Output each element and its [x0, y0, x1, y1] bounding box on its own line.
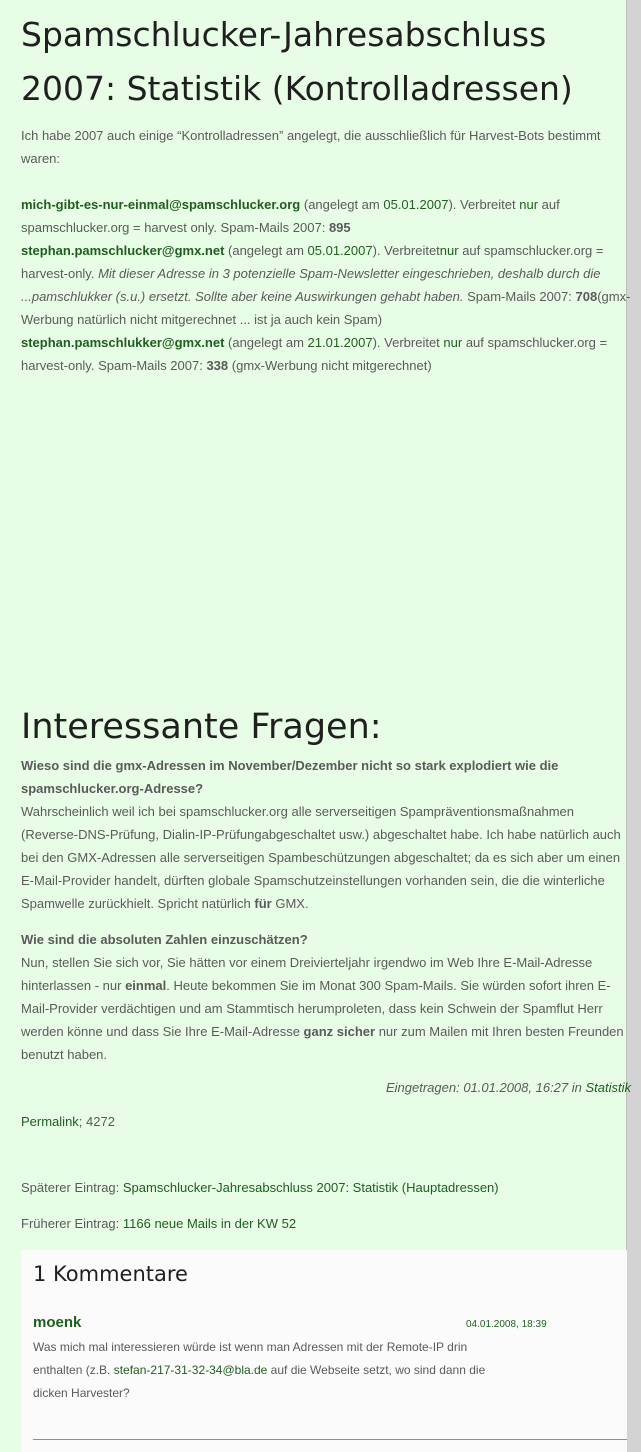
answer-1-line5 — [21, 892, 631, 915]
comment-line2-text: enthalten (z.B. — [33, 1363, 114, 1377]
entry-1-email-link[interactable]: mich-gibt-es-nur-einmal@spamschlucker.org — [21, 197, 301, 212]
post-title-line1: Spamschlucker-Jahresabschluss — [21, 15, 547, 54]
comment-line3: dicken Harvester? — [33, 1386, 130, 1400]
later-entry-link[interactable]: Spamschlucker-Jahresabschluss 2007: Statistik (Hauptadressen) — [122, 1180, 499, 1195]
answer-2-line2-tail: . Heute bekommen Sie im Monat 300 Spam-Mails. Sie würden sofort ihren E- — [166, 978, 611, 993]
comment-line1: Was mich mal interessieren würde ist wenn man Adressen mit der Remote-IP drin — [33, 1340, 468, 1354]
entry-1-text-c: auf — [538, 197, 560, 212]
entry-2-line1 — [21, 239, 627, 262]
entry-2-text-c: auf spamschlucker.org = — [458, 243, 604, 258]
entry-3-line2 — [21, 354, 627, 377]
earlier-entry-link[interactable]: 1166 neue Mails in der KW 52 — [122, 1216, 297, 1231]
entry-3-text-c: auf spamschlucker.org = — [462, 335, 608, 350]
entry-2-email-link[interactable]: stephan.pamschlucker@gmx.net — [21, 243, 225, 258]
intro-line2: waren: — [21, 151, 61, 166]
entry-2-text-b: ). Verbreitet — [372, 243, 440, 258]
answer-1-line5-text: Spamwelle zurückhielt. Spricht natürlich — [21, 896, 255, 911]
entry-1-count: 895 — [328, 220, 351, 235]
view-count: 4272 — [86, 1114, 115, 1129]
entry-3-date-link[interactable]: 21.01.2007 — [307, 335, 373, 350]
entry-3-line2-tail: (gmx-Werbung nicht mitgerechnet) — [228, 358, 432, 373]
answer-1-line3: bei den GMX-Adressen alle serverseitigen Spambeschützungen abgeschaltet; da es sich aber um einen — [21, 850, 621, 865]
question-2: Wie sind die absoluten Zahlen einzuschätzen? — [21, 932, 308, 947]
later-entry-row — [21, 1180, 499, 1195]
entry-3-line1 — [21, 331, 627, 354]
entry-1-text-b: ). Verbreitet — [448, 197, 520, 212]
entry-2-line4: Werbung natürlich nicht mitgerechnet ... ist ja auch kein Spam) — [21, 312, 383, 327]
intro-line1: Ich habe 2007 auch einige “Kontrolladressen” angelegt, die ausschließlich für Harvest-Bots bestimmt — [21, 128, 601, 143]
entry-2-line3-tail: (gmx- — [597, 289, 631, 304]
comment-line2-tail: auf die Webseite setzt, wo sind dann die — [267, 1363, 486, 1377]
entry-3-count: 338 — [206, 358, 229, 373]
post-content — [21, 0, 631, 1231]
entry-1-text: (angelegt am — [300, 197, 384, 212]
entry-1-line2 — [21, 216, 627, 239]
entry-2-line3-italic: ...pamschlukker (s.u.) ersetzt. Sollte aber keine Auswirkungen gehabt haben. — [21, 289, 464, 304]
question-1-line1: Wieso sind die gmx-Adressen im November/Dezember nicht so stark explodiert wie die — [21, 758, 559, 773]
intro-paragraph — [21, 124, 627, 170]
permalink-link[interactable]: Permalink — [21, 1114, 79, 1129]
entry-2-date-link[interactable]: 05.01.2007 — [307, 243, 373, 258]
control-address-list — [21, 193, 631, 377]
entry-1-line1 — [21, 193, 627, 216]
earlier-entry-label: Früherer Eintrag: — [21, 1216, 123, 1231]
earlier-entry-row — [21, 1216, 296, 1231]
answer-1-line5-tail: GMX. — [271, 896, 309, 911]
entry-2-line3 — [21, 285, 631, 308]
entry-1-nur-link[interactable]: nur — [519, 197, 539, 212]
answer-1-line1: Wahrscheinlich weil ich bei spamschlucker.org alle serverseitigen Spampräventionsmaßnahmen — [21, 804, 574, 819]
permalink-row — [21, 1114, 115, 1129]
entry-2-nur-link[interactable]: nur — [439, 243, 459, 258]
answer-2-line2-text: hinterlassen - nur — [21, 978, 126, 993]
entry-3-nur-link[interactable]: nur — [443, 335, 463, 350]
answer-2-bold-ganz-sicher: ganz sicher — [303, 1024, 376, 1039]
entry-2-line3-text: Spam-Mails 2007: — [463, 289, 576, 304]
entry-2-text: (angelegt am — [224, 243, 308, 258]
answer-2-line2 — [21, 974, 631, 997]
post-meta — [21, 1080, 631, 1095]
later-entry-label: Späterer Eintrag: — [21, 1180, 123, 1195]
answer-1-bold: für — [254, 896, 272, 911]
answer-2-line1: Nun, stellen Sie sich vor, Sie hätten vor einem Dreivierteljahr irgendwo im Web Ihre E-Mail-Adresse — [21, 955, 593, 970]
answer-2-line4-tail: nur zum Mailen mit Ihren besten Freunden — [375, 1024, 624, 1039]
comment-line2 — [33, 1359, 533, 1382]
answer-2-line3: Mail-Provider verdächtigen und am Stammtisch herumproleten, dass kein Schwein der Spamflut Herr — [21, 1001, 603, 1016]
post-title — [21, 8, 627, 116]
post-title-line2: 2007: Statistik (Kontrolladressen) — [21, 69, 573, 108]
entry-2-line2 — [21, 262, 627, 285]
fragen-heading: Interessante Fragen: — [21, 707, 382, 747]
permalink-separator: ; — [78, 1114, 87, 1129]
question-1-line2: spamschlucker.org-Adresse? — [21, 781, 204, 796]
comments-section — [21, 1250, 627, 1452]
comments-heading: 1 Kommentare — [33, 1262, 188, 1286]
entry-3-line2-text: harvest-only. Spam-Mails 2007: — [21, 358, 207, 373]
answer-2-bold-einmal: einmal — [125, 978, 167, 993]
entry-3-email-link[interactable]: stephan.pamschlukker@gmx.net — [21, 335, 225, 350]
comment-author-link[interactable]: moenk — [33, 1314, 82, 1331]
entry-2-count: 708 — [575, 289, 598, 304]
category-link[interactable]: Statistik — [585, 1080, 631, 1095]
entry-1-date-link[interactable]: 05.01.2007 — [383, 197, 449, 212]
posted-date: Eingetragen: 01.01.2008, 16:27 in — [385, 1080, 586, 1095]
entry-3-text-b: ). Verbreitet — [372, 335, 444, 350]
entry-2-line2-italic: Mit dieser Adresse in 3 potenzielle Spam-Newsletter eingeschrieben, deshalb durch die — [98, 266, 601, 281]
entry-2-line2-text: harvest-only. — [21, 266, 99, 281]
entry-1-line2-text: spamschlucker.org = harvest only. Spam-Mails 2007: — [21, 220, 329, 235]
comment-divider — [33, 1439, 627, 1440]
comment-date: 04.01.2008, 18:39 — [466, 1319, 547, 1330]
answer-2-line5: benutzt haben. — [21, 1047, 108, 1062]
comment-body — [33, 1336, 533, 1405]
answer-1-line4: E-Mail-Provider handelt, dürften globale Spamschutzeinstellungen vorhanden sein, die die winterliche — [21, 873, 605, 888]
window-scrollbar[interactable] — [626, 0, 641, 1452]
answer-2-line4 — [21, 1020, 631, 1043]
answer-1-line2: (Reverse-DNS-Prüfung, Dialin-IP-Prüfungabgeschaltet usw.) abgeschaltet habe. Ich habe natürlich auch — [21, 827, 621, 842]
entry-3-text: (angelegt am — [224, 335, 308, 350]
fragen-section — [21, 754, 631, 1066]
comment-email-link[interactable]: stefan-217-31-32-34@bla.de — [113, 1363, 268, 1377]
answer-2-line4-text: werden könne und dass Sie Ihre E-Mail-Adresse — [21, 1024, 304, 1039]
